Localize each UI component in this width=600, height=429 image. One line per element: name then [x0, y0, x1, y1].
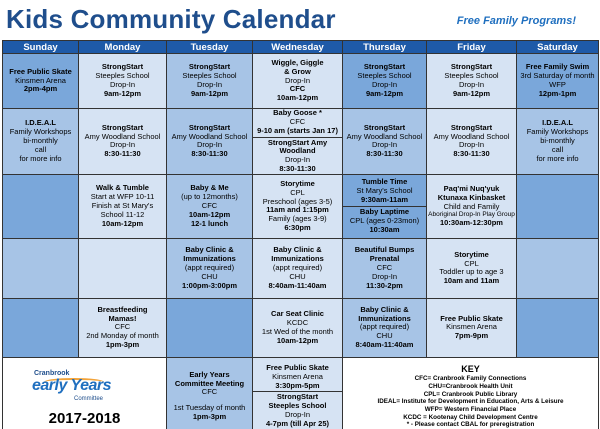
event-block: Free Public Skate Kinsmen Arena 3:30pm-5pm [266, 362, 329, 390]
event-cell: StrongStart Steeples School Drop-In 9am-12pm [427, 54, 517, 109]
day-header-sunday: Sunday [3, 41, 79, 54]
calendar-row [3, 298, 599, 357]
event-cell: StrongStart Amy Woodland School Drop-In 8:30-11:30 [167, 109, 253, 175]
key-line: CHU=Cranbrook Health Unit [428, 383, 513, 391]
event-cell: Baby Clinic & Immunizations (appt required) CHU 8:40am-11:40am [253, 238, 343, 298]
event-block: Baby Laptime CPL (ages 0-23mon) 10:30am [343, 206, 426, 235]
tagline: Free Family Programs! [456, 15, 576, 27]
day-header-monday: Monday [79, 41, 167, 54]
event-cell: StrongStart Steeples School Drop-In 9am-12pm [167, 54, 253, 109]
event-cell: Free Family Swim 3rd Saturday of month WFP 12pm-1pm [517, 54, 599, 109]
event-cell: I.D.E.A.L Family Workshops bi-monthly call for more info [3, 109, 79, 175]
empty-cell [3, 174, 79, 238]
empty-cell [167, 298, 253, 357]
event-cell [253, 357, 343, 429]
event-cell [253, 109, 343, 175]
event-cell: Storytime CPL Toddler up to age 3 10am and 11am [427, 238, 517, 298]
day-header-thursday: Thursday [343, 41, 427, 54]
calendar-row [3, 238, 599, 298]
key-line: IDEAL= Institute for Development in Education, Arts & Leisure [377, 398, 564, 406]
calendar-row [3, 54, 599, 109]
event-cell: Beautiful Bumps Prenatal CFC Drop-In 11:30-2pm [343, 238, 427, 298]
event-cell [343, 174, 427, 238]
event-cell: Paq'mi Nuq'yuk Ktunaxa Kinbasket Child and Family Aboriginal Drop-In Play Group 10:30am-12:30pm [427, 174, 517, 238]
calendar-year: 2017-2018 [48, 409, 121, 427]
key-line: KCDC = Kootenay Child Development Centre [403, 413, 538, 421]
event-cell: StrongStart Amy Woodland School Drop-In 8:30-11:30 [427, 109, 517, 175]
event-cell: StrongStart Amy Woodland School Drop-In 8:30-11:30 [343, 109, 427, 175]
calendar-row [3, 357, 599, 429]
key-line: WFP= Western Financial Place [424, 406, 517, 414]
empty-cell [517, 174, 599, 238]
empty-cell [3, 298, 79, 357]
event-cell: StrongStart Steeples School Drop-In 9am-12pm [79, 54, 167, 109]
event-block: Tumble Time St Mary's School 9:30am-11am [356, 177, 413, 205]
event-cell: Storytime CPL Preschool (ages 3-5) 11am and 1:15pm Family (ages 3-9) 6:30pm [253, 174, 343, 238]
day-header-tuesday: Tuesday [167, 41, 253, 54]
page-title: Kids Community Calendar [6, 4, 336, 34]
early-years-logo: Cranbrook early Years Committee [32, 369, 112, 402]
calendar-row [3, 174, 599, 238]
event-cell: Baby Clinic & Immunizations (appt required) CHU 8:40am-11:40am [343, 298, 427, 357]
event-cell: Free Public Skate Kinsmen Arena 7pm-9pm [427, 298, 517, 357]
empty-cell [3, 238, 79, 298]
key-line: * - Please contact CBAL for preregistration [406, 421, 535, 429]
event-cell: Wiggle, Giggle & Grow Drop-In CFC 10am-12pm [253, 54, 343, 109]
empty-cell [517, 238, 599, 298]
event-cell: Early Years Committee Meeting CFC 1st Tuesday of month 1pm-3pm [167, 357, 253, 429]
event-cell: Baby Clinic & Immunizations (appt required) CHU 1:00pm-3:00pm [167, 238, 253, 298]
day-header-row [3, 41, 599, 54]
key-line: CPL= Cranbrook Public Library [423, 390, 518, 398]
event-cell: StrongStart Amy Woodland School Drop-In 8:30-11:30 [79, 109, 167, 175]
empty-cell [79, 238, 167, 298]
event-cell: StrongStart Steeples School Drop-In 9am-12pm [343, 54, 427, 109]
event-cell: Walk & Tumble Start at WFP 10-11 Finish at St Mary's School 11-12 10am-12pm [79, 174, 167, 238]
key-legend: KEY CFC= Cranbrook Family Connections CHU=Cranbrook Health Unit CPL= Cranbrook Public Library IDEAL= Institute for Development in Education, Arts & Leisure WFP= Western Financial Place KCDC = Kootenay Child Development Centre * - Please contact CBAL for preregistration [343, 357, 599, 429]
day-header-friday: Friday [427, 41, 517, 54]
calendar-grid [2, 40, 599, 429]
event-cell: Breastfeeding Mamas! CFC 2nd Monday of month 1pm-3pm [79, 298, 167, 357]
event-block: StrongStart Steeples School Drop-In 4-7pm (till Apr 25) [253, 391, 342, 428]
empty-cell [517, 298, 599, 357]
day-header-wednesday: Wednesday [253, 41, 343, 54]
event-block: StrongStart Amy Woodland Drop-In 8:30-11:30 [253, 137, 342, 174]
day-header-saturday: Saturday [517, 41, 599, 54]
event-cell: Car Seat Clinic KCDC 1st Wed of the month 10am-12pm [253, 298, 343, 357]
key-line: CFC= Cranbrook Family Connections [414, 375, 527, 383]
logo-cell [3, 357, 167, 429]
event-cell: Baby & Me (up to 12months) CFC 10am-12pm 12-1 lunch [167, 174, 253, 238]
calendar-header [0, 0, 600, 40]
event-cell: Free Public Skate Kinsmen Arena 2pm-4pm [3, 54, 79, 109]
calendar-row [3, 109, 599, 175]
event-block: Baby Goose * CFC 9-10 am (starts Jan 17) [257, 108, 338, 135]
event-cell: I.D.E.A.L Family Workshops bi-monthly call for more info [517, 109, 599, 175]
